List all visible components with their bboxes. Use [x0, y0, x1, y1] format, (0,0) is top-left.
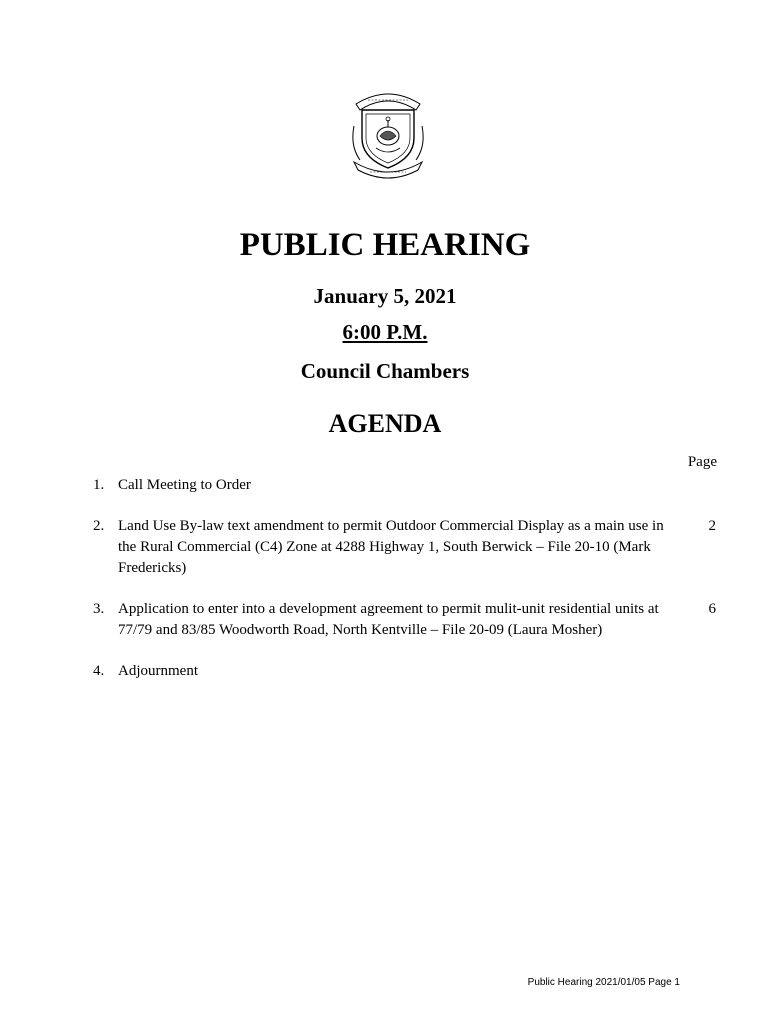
- agenda-item-number: 1.: [93, 477, 105, 493]
- agenda-item-page: 2: [708, 518, 716, 534]
- page-column-label: Page: [687, 454, 717, 470]
- agenda-heading: AGENDA: [328, 409, 442, 438]
- agenda-item-page: 6: [708, 601, 716, 617]
- agenda-item-development-agreement: [93, 599, 723, 641]
- agenda-item-number: 3.: [93, 601, 105, 617]
- meeting-time-text: 6:00 P.M.: [342, 320, 428, 344]
- page-title: PUBLIC HEARING: [239, 227, 531, 263]
- agenda-item-text: Land Use By-law text amendment to permit Outdoor Commercial Display as a main use in the Rural Commercial (C4) Zone at 4288 Highway 1, South Berwick – File 20-10 (Mark Fredericks): [118, 518, 664, 576]
- agenda-item-adjournment: [93, 661, 723, 682]
- agenda-item-number: 2.: [93, 518, 105, 534]
- agenda-list: [93, 475, 723, 702]
- agenda-item-text: Application to enter into a development agreement to permit mulit-unit residential units at 77/79 and 83/85 Woodworth Road, North Kentville – File 20-09 (Laura Mosher): [118, 601, 659, 638]
- meeting-location: Council Chambers: [300, 359, 470, 383]
- agenda-item-text: Adjournment: [118, 663, 198, 679]
- agenda-item-land-use-amendment: [93, 516, 723, 579]
- meeting-time: [0, 318, 770, 346]
- municipal-coat-of-arms-icon: [346, 86, 430, 180]
- agenda-item-call-to-order: [93, 475, 723, 496]
- page-footer: Public Hearing 2021/01/05 Page 1: [527, 977, 680, 988]
- agenda-item-text: Call Meeting to Order: [118, 477, 251, 493]
- agenda-item-number: 4.: [93, 663, 105, 679]
- meeting-date: January 5, 2021: [313, 284, 457, 308]
